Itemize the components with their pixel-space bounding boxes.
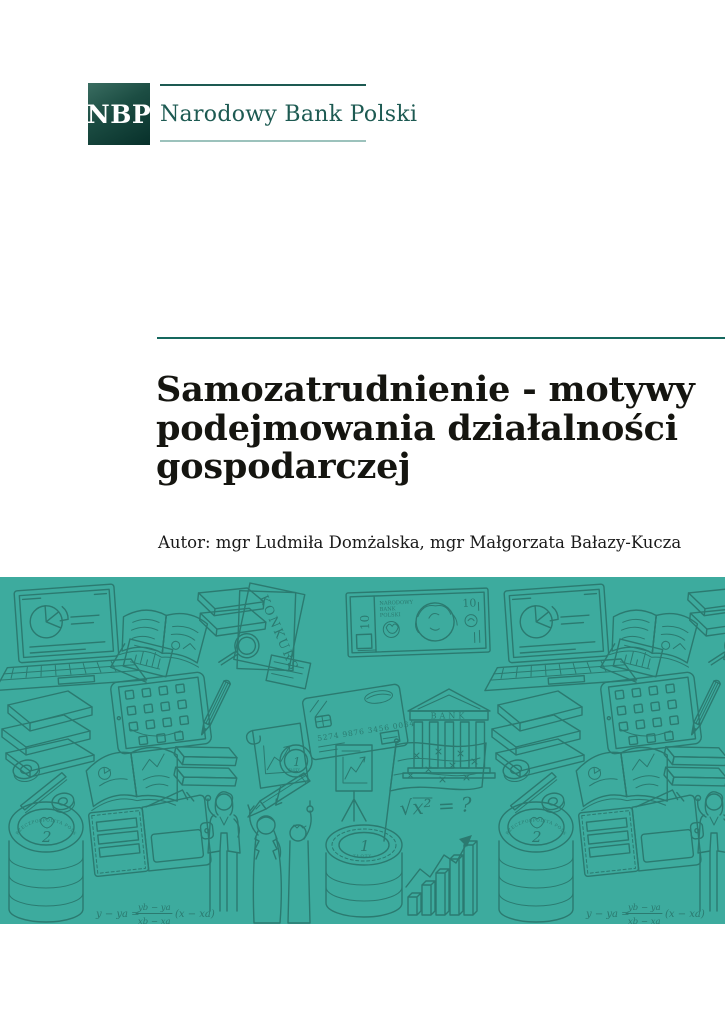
wallet-icon xyxy=(87,787,216,876)
coin-stack-2zl-icon xyxy=(3,797,83,922)
author-line: Autor: mgr Ludmiła Domżalska, mgr Małgorzata Bałazy-Kucza xyxy=(158,532,682,552)
formula-rhs: (x − xa) xyxy=(175,909,215,920)
bank-name: Narodowy Bank Polski xyxy=(160,102,418,127)
konkurs-papers-icon xyxy=(217,580,324,689)
illustration-banner xyxy=(0,577,725,924)
bank-sign-text: BANK xyxy=(430,711,468,721)
brand-rule-bottom xyxy=(160,140,366,142)
coin-country-text: RZECZPOSPOLITA POLSKA xyxy=(4,797,78,837)
banknote-value-left: 10 xyxy=(357,614,373,631)
title-line-1: Samozatrudnienie - motywy xyxy=(156,369,695,411)
doodle-pattern xyxy=(0,577,725,924)
bank-building-icon xyxy=(403,689,495,778)
tablet-icon xyxy=(110,672,212,755)
formula-num: yb − ya xyxy=(138,903,171,913)
coin-1-label-text: ZŁOTY xyxy=(353,853,373,858)
title-line-2: podejmowania działalności xyxy=(156,407,678,449)
document-title xyxy=(156,371,696,487)
credit-card-icon xyxy=(302,682,418,760)
card-number-text: 5274 9876 3456 0034 xyxy=(316,718,416,744)
flip-chart-icon xyxy=(336,745,372,821)
brand-rule-top xyxy=(160,84,366,86)
formula-den: xb − xa xyxy=(138,917,171,924)
coin-1-value-text: 1 xyxy=(360,837,370,855)
konkurs-text: KONKURS xyxy=(256,592,303,674)
coin-2-value-text: 2 xyxy=(42,828,52,846)
title-rule xyxy=(157,337,725,339)
nbp-logo-text: NBP xyxy=(86,99,152,129)
bar-chart-icon xyxy=(406,835,477,915)
laptop-pie-chart-icon xyxy=(0,582,147,690)
open-book-icon xyxy=(118,604,209,667)
pencil-icon xyxy=(199,679,232,736)
sqrt-formula-text: √x² = ? xyxy=(399,792,473,820)
coin-1-small-value: 1 xyxy=(293,755,301,769)
coin-stack-1zl-icon xyxy=(326,825,402,917)
banknote-issuer-1: NARODOWY xyxy=(379,599,414,607)
banknote-icon xyxy=(346,588,490,657)
coin-1-small-label: ZŁOTY xyxy=(288,768,300,772)
banknote-issuer-3: POLSKI xyxy=(379,612,401,619)
nbp-logo xyxy=(88,83,150,145)
eu-flag-icon xyxy=(384,739,486,841)
gold-bars-icon xyxy=(168,737,242,796)
banknote-issuer-2: BANK xyxy=(379,606,396,613)
linear-formula xyxy=(95,903,215,924)
title-line-3: gospodarczej xyxy=(156,446,411,488)
at-sign-icon: @ xyxy=(92,577,142,633)
banknote-value-right: 10 xyxy=(462,596,477,610)
formula-lhs: y − ya = xyxy=(96,909,140,920)
children-icon xyxy=(248,801,313,923)
